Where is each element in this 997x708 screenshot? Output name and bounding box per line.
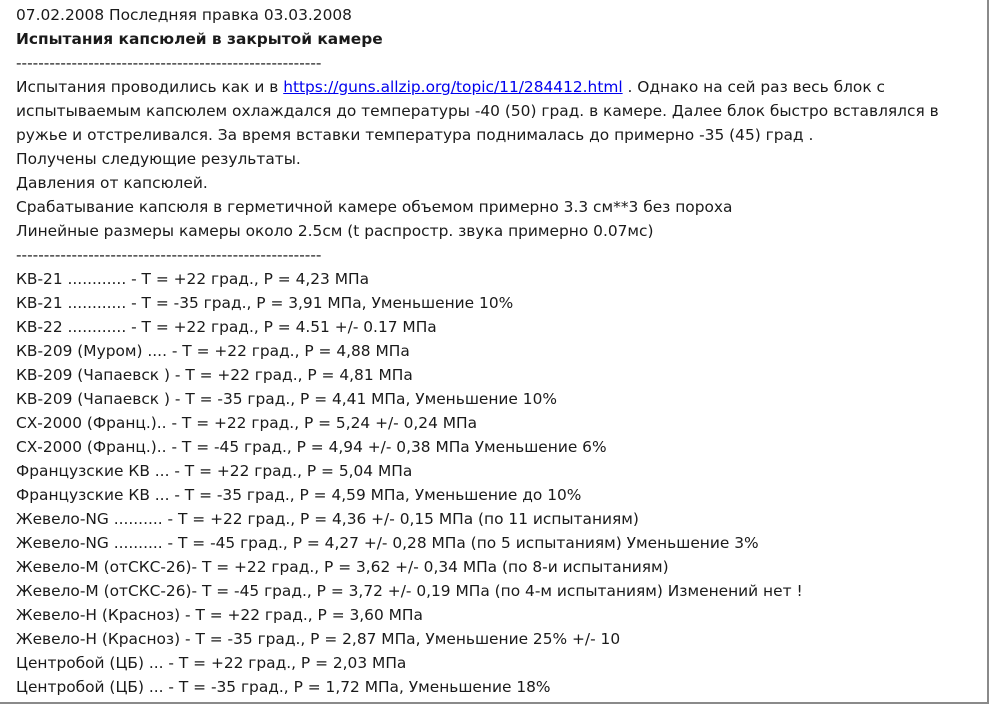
- intro-line-1: [16, 75, 981, 99]
- result-line: КВ-21 ............ - Т = +22 град., Р = 4,23 МПа: [16, 270, 370, 288]
- intro-line-6: Срабатывание капсюля в герметичной камере объемом примерно 3.3 см**3 без пороха: [16, 198, 733, 216]
- result-line: Французские КВ ... - Т = +22 град., Р = 5,04 МПа: [16, 462, 413, 480]
- results-list: [16, 267, 981, 699]
- separator-middle: -------------------------------------------------------: [16, 246, 322, 264]
- result-line: Жевело-NG .......... - Т = +22 град., Р = 4,36 +/- 0,15 МПа (по 11 испытаниям): [16, 510, 639, 528]
- result-line: Жевело-Н (Красноз) - Т = +22 град., Р = 3,60 МПа: [16, 606, 423, 624]
- result-line: СХ-2000 (Франц.).. - Т = +22 град., Р = 5,24 +/- 0,24 МПа: [16, 414, 478, 432]
- intro-line-4: Получены следующие результаты.: [16, 150, 301, 168]
- intro-line-3: ружье и отстреливался. За время вставки температура поднималась до примерно -35 (45) град .: [16, 126, 814, 144]
- intro-line-2: испытываемым капсюлем охлаждался до температуры -40 (50) град. в камере. Далее блок быстро вставлялся в: [16, 102, 939, 120]
- result-line: Жевело-Н (Красноз) - Т = -35 град., Р = 2,87 МПа, Уменьшение 25% +/- 10: [16, 630, 621, 648]
- intro-line-5: Давления от капсюлей.: [16, 174, 208, 192]
- result-line: КВ-209 (Чапаевск ) - Т = +22 град., Р = 4,81 МПа: [16, 366, 413, 384]
- separator-top: -------------------------------------------------------: [16, 54, 322, 72]
- topic-link[interactable]: https://guns.allzip.org/topic/11/284412.html: [283, 78, 623, 96]
- post-title: Испытания капсюлей в закрытой камере: [16, 30, 383, 48]
- post-content: [16, 3, 981, 699]
- result-line: Центробой (ЦБ) ... - Т = +22 град., Р = 2,03 МПа: [16, 654, 407, 672]
- intro-text-before-link: Испытания проводились как и в: [16, 78, 284, 96]
- intro-line-7: Линейные размеры камеры около 2.5см (t распростр. звука примерно 0.07мс): [16, 222, 654, 240]
- result-line: Жевело-NG .......... - Т = -45 град., Р = 4,27 +/- 0,28 МПа (по 5 испытаниям) Уменьшение 3%: [16, 534, 759, 552]
- intro-text-after-link: . Однако на сей раз весь блок с: [622, 78, 886, 96]
- result-line: КВ-22 ............ - Т = +22 град., Р = 4.51 +/- 0.17 МПа: [16, 318, 437, 336]
- result-line: КВ-21 ............ - Т = -35 град., Р = 3,91 МПа, Уменьшение 10%: [16, 294, 514, 312]
- result-line: Центробой (ЦБ) ... - Т = -35 град., Р = 1,72 МПа, Уменьшение 18%: [16, 678, 551, 696]
- result-line: СХ-2000 (Франц.).. - Т = -45 град., Р = 4,94 +/- 0,38 МПа Уменьшение 6%: [16, 438, 607, 456]
- result-line: Жевело-М (отСКС-26)- Т = +22 град., Р = 3,62 +/- 0,34 МПа (по 8-и испытаниям): [16, 558, 669, 576]
- result-line: Французские КВ ... - Т = -35 град., Р = 4,59 МПа, Уменьшение до 10%: [16, 486, 582, 504]
- result-line: КВ-209 (Муром) .... - Т = +22 град., Р = 4,88 МПа: [16, 342, 410, 360]
- result-line: Жевело-М (отСКС-26)- Т = -45 град., Р = 3,72 +/- 0,19 МПа (по 4-м испытаниям) Изменений нет !: [16, 582, 803, 600]
- date-line: 07.02.2008 Последняя правка 03.03.2008: [16, 6, 352, 24]
- result-line: КВ-209 (Чапаевск ) - Т = -35 град., Р = 4,41 МПа, Уменьшение 10%: [16, 390, 558, 408]
